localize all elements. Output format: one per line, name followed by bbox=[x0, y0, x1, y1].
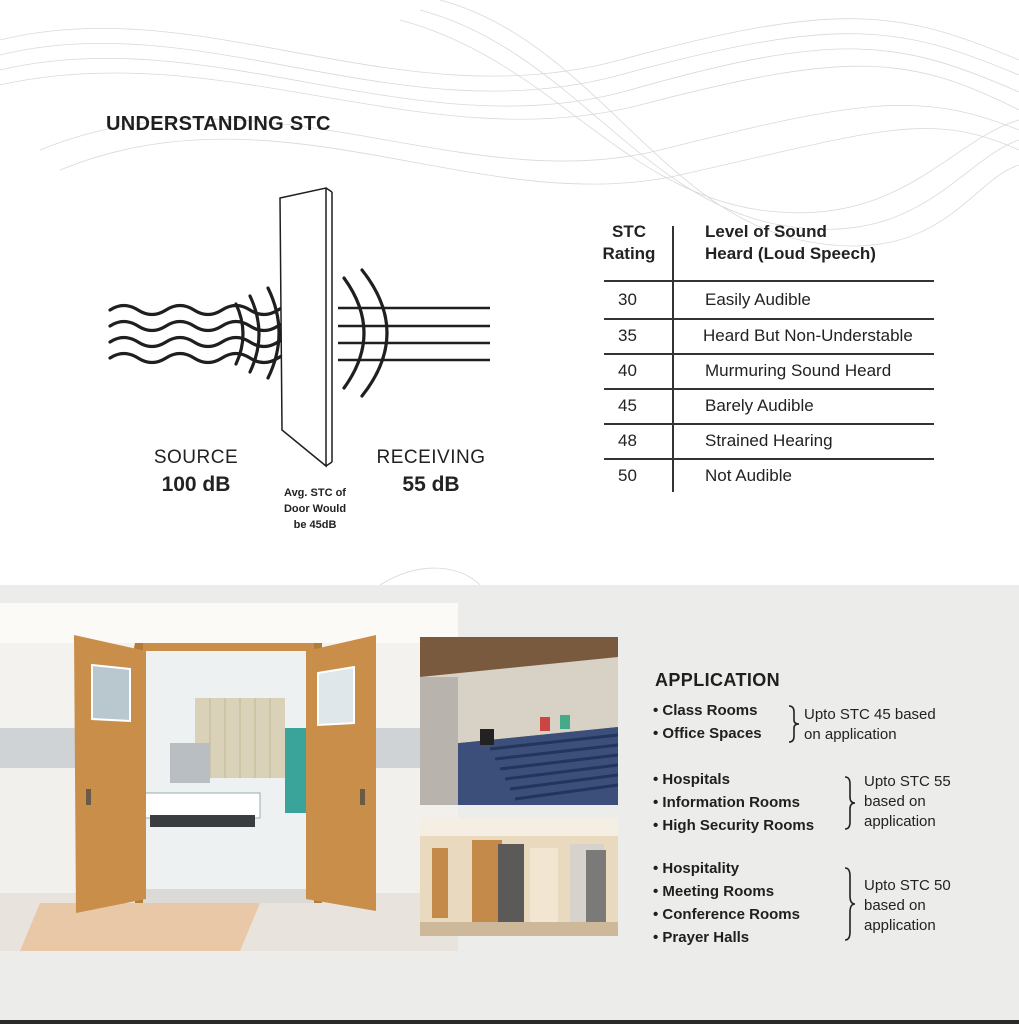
auditorium-photo bbox=[420, 637, 618, 805]
group-2-note: Upto STC 55 based on application bbox=[864, 773, 951, 830]
page-title: UNDERSTANDING STC bbox=[106, 113, 331, 135]
list-item: • High Security Rooms bbox=[653, 817, 815, 834]
bottom-rule bbox=[0, 1020, 1019, 1024]
application-title: APPLICATION bbox=[655, 670, 781, 690]
application-group-1 bbox=[653, 699, 762, 745]
door-stc-note: Avg. STC of Door Would be 45dB bbox=[283, 487, 347, 531]
application-group-3 bbox=[653, 857, 800, 949]
header-sound-level: Level of Sound Heard (Loud Speech) bbox=[705, 222, 876, 263]
hospital-door-photo bbox=[0, 603, 458, 951]
list-item: • Class Rooms bbox=[653, 702, 758, 719]
list-item: • Meeting Rooms bbox=[653, 883, 775, 900]
source-value: 100 dB bbox=[161, 473, 231, 496]
list-item: • Office Spaces bbox=[653, 725, 762, 742]
list-item: • Prayer Halls bbox=[653, 929, 750, 946]
receiving-block bbox=[368, 447, 494, 497]
door-panel bbox=[280, 188, 326, 466]
hospitality-corridor-photo bbox=[420, 818, 618, 936]
sound-transmission-diagram bbox=[100, 180, 500, 480]
group-3-note: Upto STC 50 based on application bbox=[864, 877, 951, 934]
source-label: SOURCE bbox=[153, 447, 239, 468]
receiving-label: RECEIVING bbox=[376, 447, 486, 468]
application-group-2 bbox=[653, 768, 814, 837]
brace-icon bbox=[842, 775, 858, 833]
brace-icon bbox=[842, 866, 858, 946]
table-divider-vertical bbox=[672, 226, 674, 492]
brace-icon bbox=[786, 704, 802, 744]
receiving-value: 55 dB bbox=[402, 473, 460, 496]
header-stc-rating: STC Rating bbox=[602, 222, 656, 263]
list-item: • Hospitals bbox=[653, 771, 730, 788]
list-item: • Hospitality bbox=[653, 860, 740, 877]
group-1-note: Upto STC 45 based on application bbox=[804, 706, 936, 743]
list-item: • Conference Rooms bbox=[653, 906, 800, 923]
source-block bbox=[140, 447, 252, 497]
list-item: • Information Rooms bbox=[653, 794, 800, 811]
stc-section: UNDERSTANDING STC SOURCE 100 dB RECEIVING 55 dB Avg. STC of Door Would be 45dB STC Rating Level of Sound Heard (Loud Speech) 30 Easily Audible 35 Heard But Non-Understable 40 Murmuring Sound Heard 45 Barely Audible 48 Strained Hearing 50 Not Audible bbox=[0, 0, 1019, 585]
